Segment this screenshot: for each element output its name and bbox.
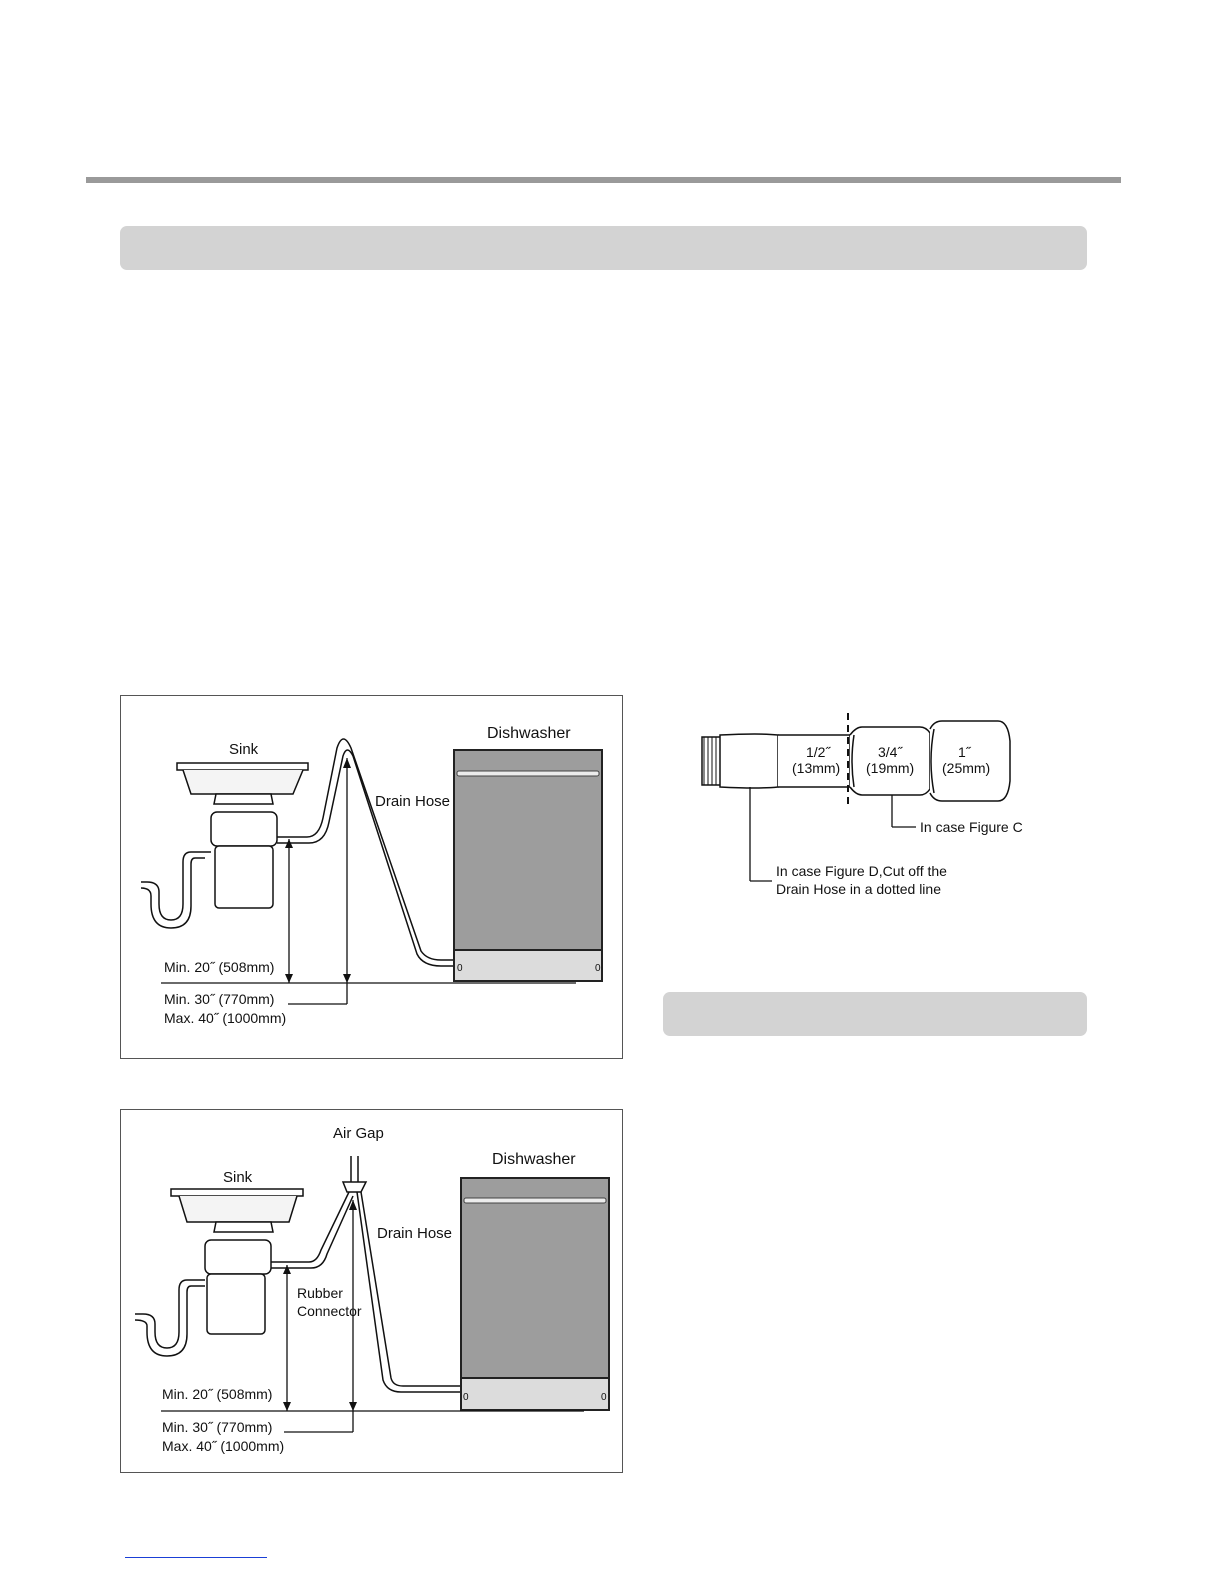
svg-text:0: 0 xyxy=(457,963,463,974)
size-threequarter-mm: (19mm) xyxy=(866,760,915,776)
size-half-inch: 1/2˝ xyxy=(806,744,831,760)
case-d-line-2: Drain Hose in a dotted line xyxy=(776,881,941,897)
hose-fitting-diagram xyxy=(680,705,1080,915)
svg-text:0: 0 xyxy=(595,963,601,974)
min-20-label: Min. 20˝ (508mm) xyxy=(162,1386,273,1402)
rubber-label: Rubber xyxy=(297,1285,343,1301)
installation-diagram-b xyxy=(120,1109,623,1473)
dishwasher-label: Dishwasher xyxy=(487,725,571,742)
size-threequarter-inch: 3/4˝ xyxy=(878,744,903,760)
dishwasher-label: Dishwasher xyxy=(492,1151,576,1168)
page-link-underline[interactable] xyxy=(125,1557,267,1558)
max-40-label: Max. 40˝ (1000mm) xyxy=(162,1438,285,1454)
min-30-label: Min. 30˝ (770mm) xyxy=(162,1419,273,1435)
min-20-label: Min. 20˝ (508mm) xyxy=(164,959,275,975)
sink-label: Sink xyxy=(229,741,259,758)
max-40-label: Max. 40˝ (1000mm) xyxy=(164,1010,287,1026)
case-d-line-1: In case Figure D,Cut off the xyxy=(776,863,947,879)
case-c-label: In case Figure C xyxy=(920,819,1023,835)
svg-text:0: 0 xyxy=(463,1392,469,1403)
top-divider xyxy=(86,177,1121,183)
svg-text:0: 0 xyxy=(601,1392,607,1403)
size-one-mm: (25mm) xyxy=(942,760,991,776)
air-gap-label: Air Gap xyxy=(333,1125,384,1142)
size-half-mm: (13mm) xyxy=(792,760,841,776)
size-one-inch: 1˝ xyxy=(958,744,971,760)
installation-diagram-a xyxy=(120,695,623,1059)
section-header-bar xyxy=(120,226,1087,270)
sink-label: Sink xyxy=(223,1169,253,1186)
min-30-label: Min. 30˝ (770mm) xyxy=(164,991,275,1007)
connector-label: Connector xyxy=(297,1303,362,1319)
drain-hose-label: Drain Hose xyxy=(375,793,451,810)
section-header-bar-secondary xyxy=(663,992,1087,1036)
drain-hose-label: Drain Hose xyxy=(377,1225,453,1242)
